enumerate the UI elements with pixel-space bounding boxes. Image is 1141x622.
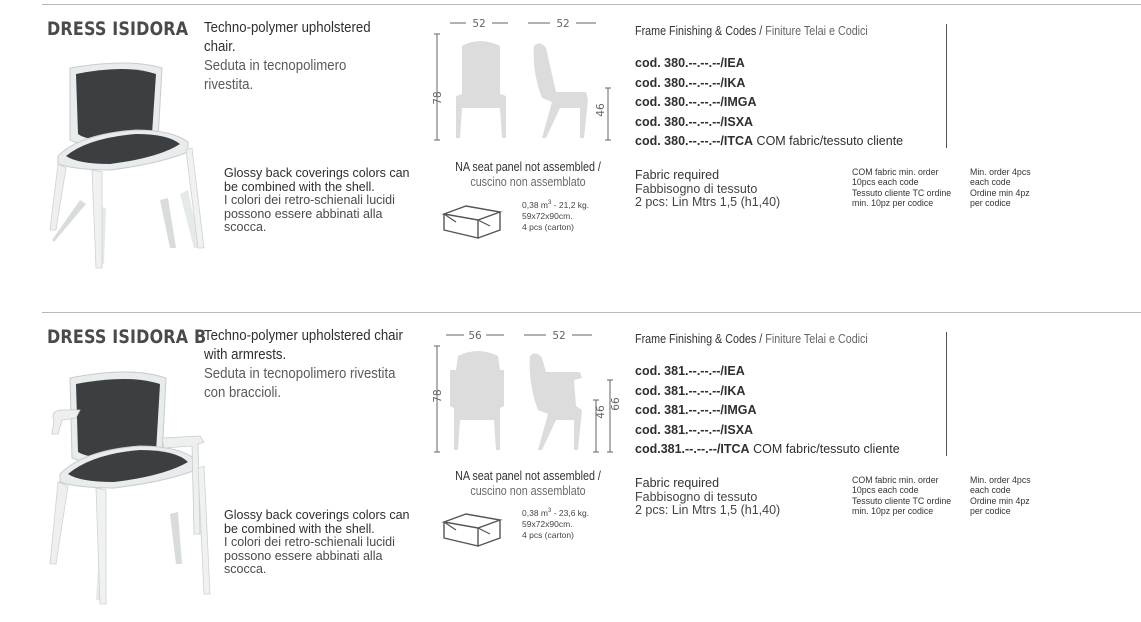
chair-photo	[40, 60, 210, 270]
front-silhouette	[456, 41, 506, 138]
pack-volume: 0,38 m	[522, 507, 548, 518]
depth-label: 52	[556, 18, 570, 30]
com-min-order: COM fabric min. order 10pcs each code Tessuto cliente TC ordine min. 10pz per codice	[852, 167, 952, 208]
description-en: Techno-polymer upholstered chair.	[204, 19, 371, 55]
code-item: cod. 380.--.--.--/IKA	[635, 75, 746, 90]
carton-icon	[442, 508, 504, 548]
gloss-note	[224, 167, 424, 235]
pack-volume: 0,38 m	[522, 199, 548, 210]
finishing-title: Frame Finishing & Codes / Finiture Telai e Codici	[635, 24, 868, 38]
product-dress-isidora	[0, 4, 1141, 304]
product-description	[204, 18, 398, 94]
section-divider	[42, 4, 1141, 5]
side-silhouette	[530, 353, 582, 450]
height-label: 78	[432, 91, 444, 105]
na-note-it: cuscino non assemblato	[470, 484, 586, 498]
code-item: cod. 381.--.--.--/IMGA	[635, 403, 757, 418]
pack-weight: - 21,2 kg.	[551, 199, 590, 210]
code-item: cod. 380.--.--.--/IEA	[635, 56, 745, 70]
fabric-en: Fabric required	[635, 476, 720, 490]
seat-height-label: 46	[595, 103, 607, 117]
finishing-title: Frame Finishing & Codes / Finiture Telai e Codici	[635, 332, 868, 346]
gloss-note-en: Glossy back coverings colors can be combined with the shell.	[224, 166, 410, 194]
carton-icon	[442, 200, 504, 240]
description-it: Seduta in tecnopolimero rivestita.	[204, 57, 347, 93]
width-label: 52	[472, 18, 486, 30]
packaging-info: 0,38 $m^3 - 23,6$ kg. 59x72x90cm. 4 pcs (carton)	[522, 507, 590, 540]
com-min-order: COM fabric min. order 10pcs each code Tessuto cliente TC ordine min. 10pz per codice	[852, 475, 952, 516]
pack-pcs: 4 pcs (carton)	[522, 529, 574, 540]
min-order: Min. order 4pcs each code Ordine min 4pz per codice	[970, 167, 1031, 208]
product-name: DRESS ISIDORA	[47, 18, 189, 40]
dimension-drawing	[424, 12, 614, 147]
code-item: cod. 380.--.--.--/ITCA COM fabric/tessuto cliente	[635, 134, 904, 149]
fabric-qty: 2 pcs: Lin Mtrs 1,5 (h1,40)	[635, 195, 781, 209]
chair-photo	[40, 364, 220, 610]
fabric-it: Fabbisogno di tessuto	[635, 181, 758, 196]
fabric-required	[635, 169, 780, 210]
front-silhouette	[450, 351, 504, 450]
description-en: Techno-polymer upholstered chair with armrests.	[204, 327, 403, 363]
com-suffix: COM fabric/tessuto cliente	[753, 134, 904, 149]
seat-height-label: 46	[595, 405, 607, 419]
pack-size: 59x72x90cm.	[522, 518, 573, 529]
fabric-qty: 2 pcs: Lin Mtrs 1,5 (h1,40)	[635, 503, 781, 517]
com-suffix: COM fabric/tessuto cliente	[749, 442, 900, 457]
fabric-required	[635, 477, 780, 518]
column-divider	[946, 332, 947, 456]
code-item: cod. 381.--.--.--/IEA	[635, 364, 745, 378]
na-note	[451, 469, 606, 499]
fabric-it: Fabbisogno di tessuto	[635, 489, 758, 504]
min-order: Min. order 4pcs each code Ordine min 4pz per codice	[970, 475, 1031, 516]
arm-height-label: 66	[610, 397, 622, 411]
code-list	[635, 54, 903, 152]
fabric-en: Fabric required	[635, 168, 720, 182]
description-it: Seduta in tecnopolimero rivestita con braccioli.	[204, 365, 396, 401]
gloss-note-it: I colori dei retro-schienali lucidi possono essere abbinati alla scocca.	[224, 193, 395, 234]
height-label: 78	[432, 389, 444, 403]
depth-label: 52	[552, 330, 566, 342]
section-divider	[42, 312, 1141, 313]
code-item: cod.381.--.--.--/ITCA COM fabric/tessuto cliente	[635, 442, 900, 457]
width-label: 56	[468, 330, 482, 342]
code-item: cod. 380.--.--.--/ISXA	[635, 114, 754, 129]
na-note-en: NA seat panel not assembled /	[455, 469, 601, 483]
product-name: DRESS ISIDORA B	[47, 326, 207, 348]
product-description	[204, 326, 403, 402]
packaging-info: 0,38 $m^3 - 21,2$ kg. 59x72x90cm. 4 pcs (carton)	[522, 199, 590, 232]
gloss-note-it: I colori dei retro-schienali lucidi possono essere abbinati alla scocca.	[224, 535, 395, 576]
column-divider	[946, 24, 947, 148]
na-note-en: NA seat panel not assembled /	[455, 160, 601, 174]
pack-size: 59x72x90cm.	[522, 210, 573, 221]
pack-weight: - 23,6 kg.	[551, 507, 590, 518]
na-note	[451, 160, 606, 190]
code-item: cod. 381.--.--.--/IKA	[635, 383, 746, 398]
gloss-note	[224, 509, 424, 577]
pack-pcs: 4 pcs (carton)	[522, 221, 574, 232]
code-item: cod. 381.--.--.--/ISXA	[635, 422, 754, 437]
gloss-note-en: Glossy back coverings colors can be combined with the shell.	[224, 508, 410, 536]
code-list	[635, 362, 900, 460]
code-item: cod. 380.--.--.--/IMGA	[635, 95, 757, 110]
dimension-drawing	[424, 324, 622, 459]
na-note-it: cuscino non assemblato	[470, 175, 586, 189]
product-dress-isidora-b	[0, 312, 1141, 612]
side-silhouette	[534, 43, 588, 138]
